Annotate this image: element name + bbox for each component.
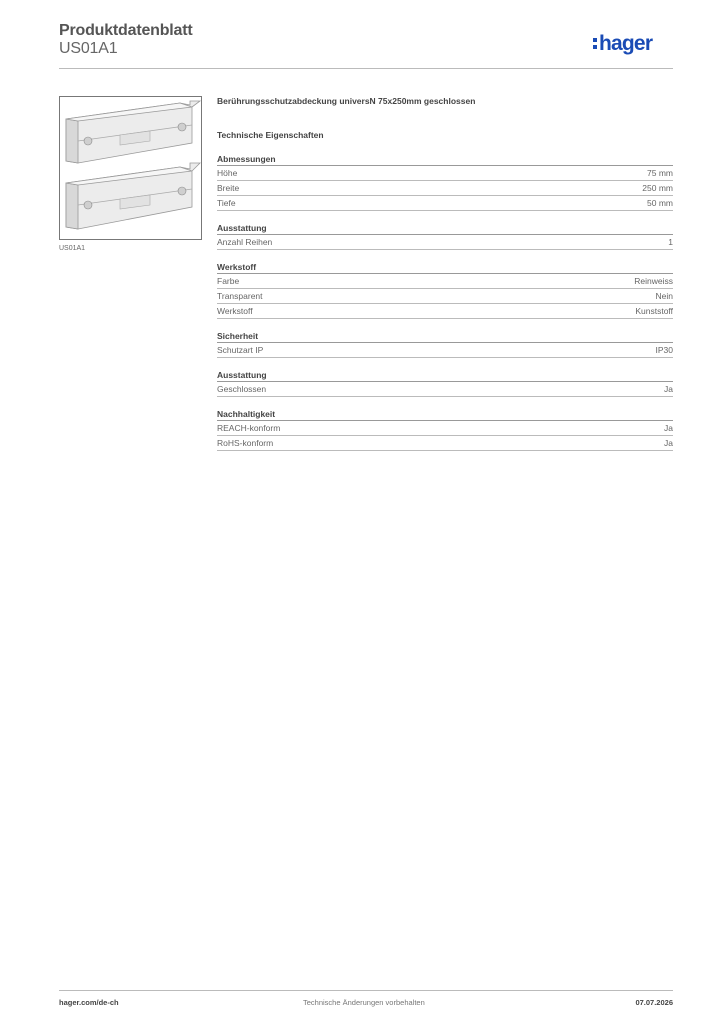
spec-label: Transparent: [217, 291, 263, 301]
spec-row: [217, 304, 673, 319]
logo-lettering: hager: [599, 32, 653, 55]
spec-label: REACH-konform: [217, 423, 281, 433]
spec-row: [217, 382, 673, 397]
spec-value: Ja: [664, 438, 673, 448]
spec-label: Tiefe: [217, 198, 236, 208]
spec-label: Farbe: [217, 276, 240, 286]
tech-properties-heading: Technische Eigenschaften: [217, 130, 324, 140]
spec-section: [217, 223, 673, 250]
spec-value: Ja: [664, 423, 673, 433]
header-divider: [59, 68, 673, 69]
spec-section: [217, 262, 673, 319]
spec-value: Reinweiss: [634, 276, 673, 286]
spec-row: [217, 166, 673, 181]
footer-disclaimer: Technische Änderungen vorbehalten: [303, 998, 425, 1007]
section-title: Ausstattung: [217, 223, 673, 235]
spec-section: [217, 331, 673, 358]
footer-website: hager.com/de-ch: [59, 998, 119, 1007]
spec-value: 250 mm: [642, 183, 673, 193]
spec-label: Geschlossen: [217, 384, 267, 394]
spec-value: 1: [668, 237, 673, 247]
product-photo-icon: [60, 97, 201, 239]
spec-value: 75 mm: [647, 168, 673, 178]
section-title: Werkstoff: [217, 262, 673, 274]
spec-section: [217, 370, 673, 397]
spec-row: [217, 343, 673, 358]
spec-sections: [217, 154, 673, 451]
spec-section: [217, 154, 673, 211]
product-code: US01A1: [59, 40, 118, 57]
spec-content: [217, 96, 673, 451]
section-title: Abmessungen: [217, 154, 673, 166]
product-name: Berührungsschutzabdeckung universN 75x250mm geschlossen: [217, 96, 476, 106]
spec-row: [217, 196, 673, 211]
footer-divider: [59, 990, 673, 991]
document-title: Produktdatenblatt: [59, 22, 193, 39]
spec-row: [217, 421, 673, 436]
spec-value: 50 mm: [647, 198, 673, 208]
spec-row: [217, 235, 673, 250]
spec-row: [217, 289, 673, 304]
section-title: Nachhaltigkeit: [217, 409, 673, 421]
spec-value: Ja: [664, 384, 673, 394]
spec-row: [217, 436, 673, 451]
spec-section: [217, 409, 673, 451]
product-image: [59, 96, 202, 240]
spec-value: Kunststoff: [635, 306, 673, 316]
image-caption: US01A1: [59, 245, 86, 252]
spec-label: Werkstoff: [217, 306, 253, 316]
spec-row: [217, 274, 673, 289]
spec-label: Schutzart IP: [217, 345, 264, 355]
spec-row: [217, 181, 673, 196]
spec-value: IP30: [655, 345, 673, 355]
page-header: [59, 20, 673, 70]
spec-value: Nein: [655, 291, 673, 301]
section-title: Ausstattung: [217, 370, 673, 382]
hager-logo: [593, 28, 673, 58]
footer-date: 07.07.2026: [635, 998, 673, 1007]
spec-label: RoHS-konform: [217, 438, 274, 448]
section-title: Sicherheit: [217, 331, 673, 343]
spec-label: Höhe: [217, 168, 238, 178]
spec-label: Breite: [217, 183, 240, 193]
spec-label: Anzahl Reihen: [217, 237, 273, 247]
